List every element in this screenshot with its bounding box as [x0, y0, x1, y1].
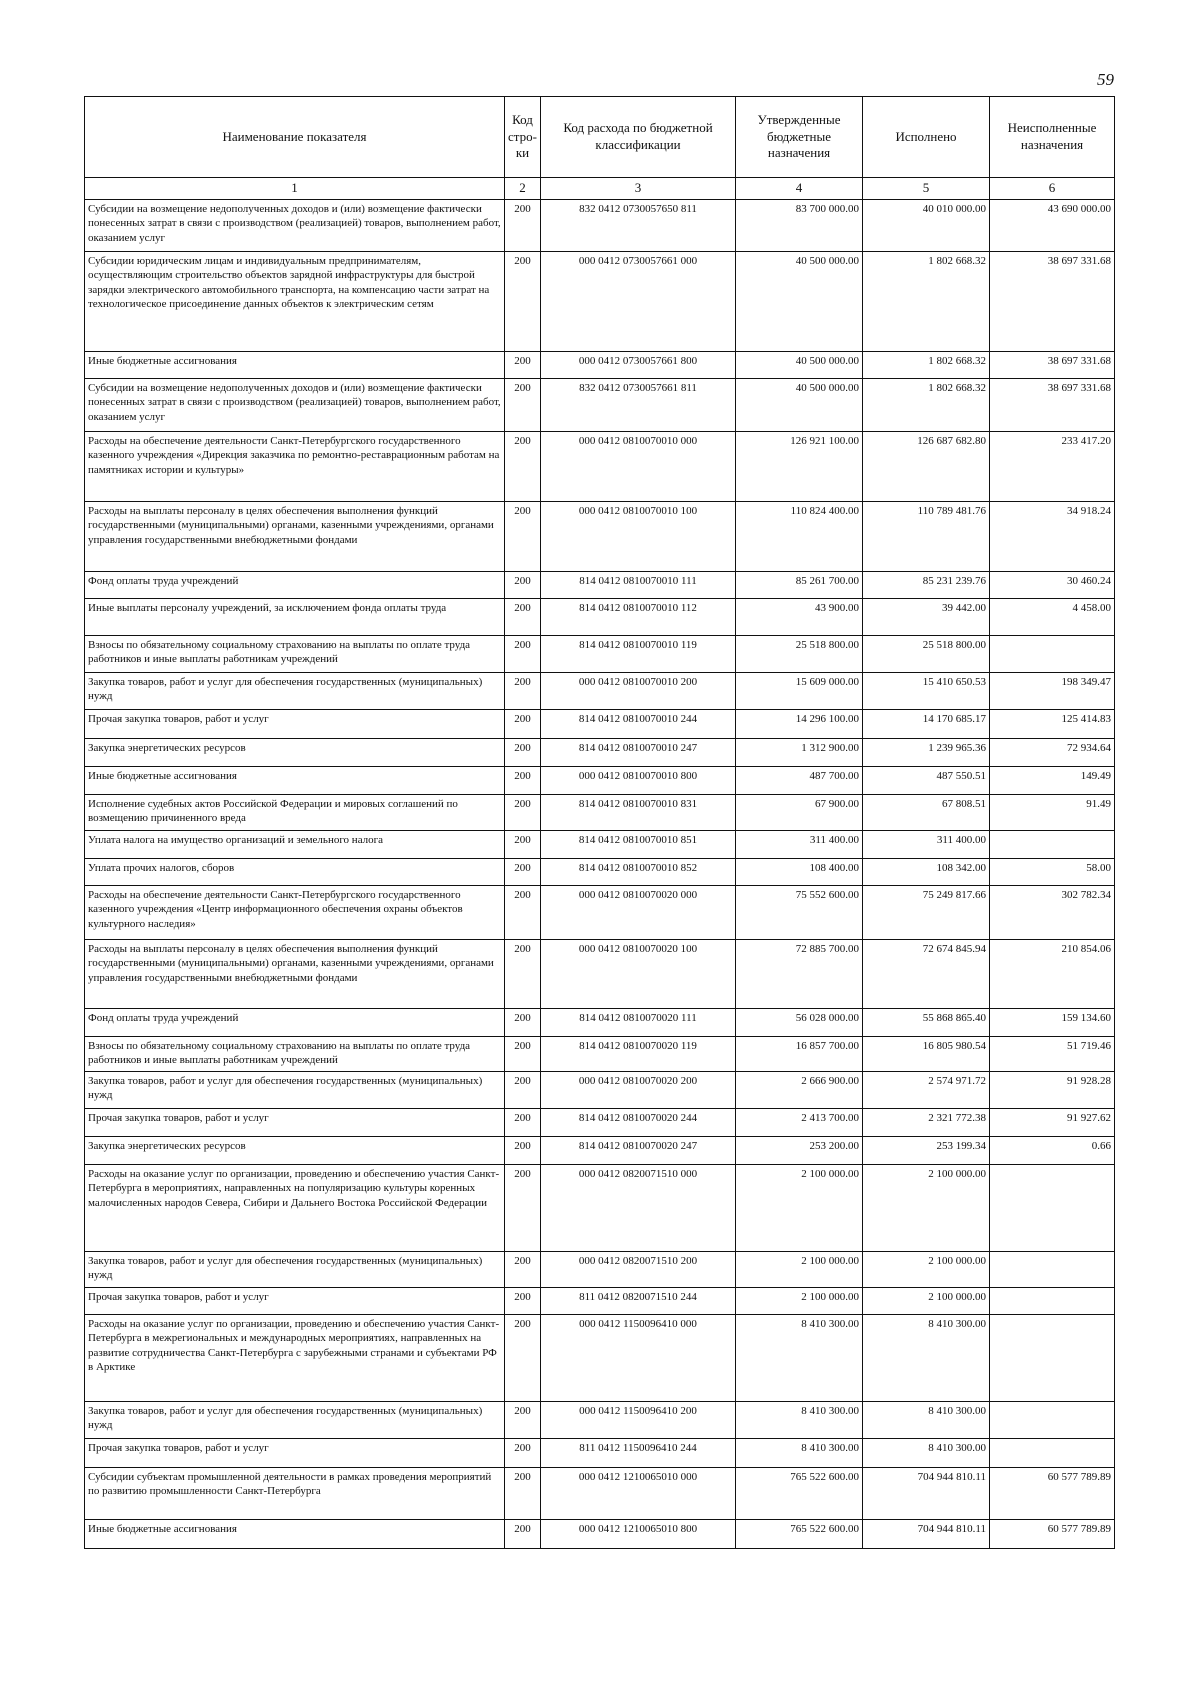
- budget-execution-table: [84, 96, 1115, 1549]
- header-classification-code: Код расхода по бюджетной классификации: [541, 97, 736, 178]
- row-executed-amount: 311 400.00: [863, 831, 990, 859]
- row-approved-amount: 2 666 900.00: [736, 1072, 863, 1109]
- row-indicator-name: Расходы на оказание услуг по организации, проведению и обеспечению участия Санкт-Петербурга в межрегиональных и международных мероприятиях, направленных на развитие сотрудничества Санкт-Петербурга с зарубежными странами и субъектами РФ в Арктике: [85, 1315, 505, 1402]
- row-unexecuted-amount: 233 417.20: [990, 432, 1115, 502]
- row-indicator-name: Взносы по обязательному социальному страхованию на выплаты по оплате труда работников и иные выплаты работникам учреждений: [85, 636, 505, 673]
- row-executed-amount: 75 249 817.66: [863, 886, 990, 940]
- row-classification-code: 000 0412 0730057661 800: [541, 352, 736, 379]
- row-executed-amount: 1 802 668.32: [863, 252, 990, 352]
- row-unexecuted-amount: [990, 1315, 1115, 1402]
- row-line-code: 200: [505, 1137, 541, 1165]
- row-classification-code: 814 0412 0810070010 112: [541, 599, 736, 636]
- row-approved-amount: 126 921 100.00: [736, 432, 863, 502]
- row-line-code: 200: [505, 200, 541, 252]
- row-executed-amount: 126 687 682.80: [863, 432, 990, 502]
- row-line-code: 200: [505, 1439, 541, 1468]
- row-line-code: 200: [505, 502, 541, 572]
- row-executed-amount: 1 802 668.32: [863, 379, 990, 432]
- table-row: [85, 795, 1115, 831]
- row-indicator-name: Иные бюджетные ассигнования: [85, 352, 505, 379]
- row-approved-amount: 25 518 800.00: [736, 636, 863, 673]
- table-row: [85, 352, 1115, 379]
- row-classification-code: 814 0412 0810070010 831: [541, 795, 736, 831]
- header-executed: Исполнено: [863, 97, 990, 178]
- row-unexecuted-amount: 0.66: [990, 1137, 1115, 1165]
- row-approved-amount: 8 410 300.00: [736, 1315, 863, 1402]
- row-approved-amount: 85 261 700.00: [736, 572, 863, 599]
- row-approved-amount: 15 609 000.00: [736, 673, 863, 710]
- table-row: [85, 859, 1115, 886]
- row-classification-code: 814 0412 0810070010 852: [541, 859, 736, 886]
- row-approved-amount: 40 500 000.00: [736, 252, 863, 352]
- row-indicator-name: Фонд оплаты труда учреждений: [85, 572, 505, 599]
- row-unexecuted-amount: 38 697 331.68: [990, 379, 1115, 432]
- table-row: [85, 886, 1115, 940]
- row-line-code: 200: [505, 1072, 541, 1109]
- row-unexecuted-amount: 72 934.64: [990, 739, 1115, 767]
- row-line-code: 200: [505, 739, 541, 767]
- row-unexecuted-amount: 34 918.24: [990, 502, 1115, 572]
- row-indicator-name: Взносы по обязательному социальному страхованию на выплаты по оплате труда работников и иные выплаты работникам учреждений: [85, 1037, 505, 1072]
- row-executed-amount: 253 199.34: [863, 1137, 990, 1165]
- header-unexecuted: Неисполненные назначения: [990, 97, 1115, 178]
- row-line-code: 200: [505, 940, 541, 1009]
- row-indicator-name: Субсидии субъектам промышленной деятельности в рамках проведения мероприятий по развитию промышленности Санкт-Петербурга: [85, 1468, 505, 1520]
- row-indicator-name: Уплата налога на имущество организаций и земельного налога: [85, 831, 505, 859]
- table-row: [85, 1439, 1115, 1468]
- row-line-code: 200: [505, 886, 541, 940]
- row-unexecuted-amount: 302 782.34: [990, 886, 1115, 940]
- table-row: [85, 940, 1115, 1009]
- row-line-code: 200: [505, 710, 541, 739]
- row-unexecuted-amount: [990, 1252, 1115, 1288]
- row-approved-amount: 14 296 100.00: [736, 710, 863, 739]
- row-unexecuted-amount: 198 349.47: [990, 673, 1115, 710]
- table-row: [85, 636, 1115, 673]
- row-unexecuted-amount: 210 854.06: [990, 940, 1115, 1009]
- row-indicator-name: Иные выплаты персоналу учреждений, за исключением фонда оплаты труда: [85, 599, 505, 636]
- row-indicator-name: Закупка товаров, работ и услуг для обеспечения государственных (муниципальных) нужд: [85, 1252, 505, 1288]
- row-indicator-name: Прочая закупка товаров, работ и услуг: [85, 1288, 505, 1315]
- row-classification-code: 814 0412 0810070020 247: [541, 1137, 736, 1165]
- row-indicator-name: Прочая закупка товаров, работ и услуг: [85, 1109, 505, 1137]
- table-row: [85, 379, 1115, 432]
- row-classification-code: 000 0412 0810070010 200: [541, 673, 736, 710]
- row-unexecuted-amount: [990, 636, 1115, 673]
- row-executed-amount: 8 410 300.00: [863, 1315, 990, 1402]
- row-approved-amount: 72 885 700.00: [736, 940, 863, 1009]
- row-line-code: 200: [505, 859, 541, 886]
- row-executed-amount: 487 550.51: [863, 767, 990, 795]
- row-classification-code: 000 0412 1150096410 000: [541, 1315, 736, 1402]
- table-row: [85, 1402, 1115, 1439]
- row-approved-amount: 16 857 700.00: [736, 1037, 863, 1072]
- row-classification-code: 000 0412 1150096410 200: [541, 1402, 736, 1439]
- row-line-code: 200: [505, 432, 541, 502]
- row-classification-code: 000 0412 0810070010 100: [541, 502, 736, 572]
- row-line-code: 200: [505, 1109, 541, 1137]
- row-classification-code: 814 0412 0810070010 247: [541, 739, 736, 767]
- row-line-code: 200: [505, 673, 541, 710]
- row-unexecuted-amount: 91 927.62: [990, 1109, 1115, 1137]
- row-classification-code: 832 0412 0730057661 811: [541, 379, 736, 432]
- row-line-code: 200: [505, 1288, 541, 1315]
- table-row: [85, 1288, 1115, 1315]
- table-row: [85, 502, 1115, 572]
- row-unexecuted-amount: 4 458.00: [990, 599, 1115, 636]
- row-executed-amount: 72 674 845.94: [863, 940, 990, 1009]
- row-indicator-name: Расходы на оказание услуг по организации, проведению и обеспечению участия Санкт-Петербурга в мероприятиях, направленных на популяризацию культуры коренных малочисленных народов Севера, Сибири и Дальнего Востока Российской Федерации: [85, 1165, 505, 1252]
- row-executed-amount: 25 518 800.00: [863, 636, 990, 673]
- row-approved-amount: 2 100 000.00: [736, 1165, 863, 1252]
- row-approved-amount: 2 100 000.00: [736, 1252, 863, 1288]
- table-row: [85, 572, 1115, 599]
- row-approved-amount: 40 500 000.00: [736, 379, 863, 432]
- page-number: 59: [1097, 70, 1114, 89]
- row-indicator-name: Субсидии на возмещение недополученных доходов и (или) возмещение фактически понесенных затрат в связи с производством (реализацией) товаров, выполнением работ, оказанием услуг: [85, 200, 505, 252]
- row-classification-code: 000 0412 0810070010 800: [541, 767, 736, 795]
- table-row: [85, 831, 1115, 859]
- row-line-code: 200: [505, 831, 541, 859]
- row-unexecuted-amount: 43 690 000.00: [990, 200, 1115, 252]
- row-unexecuted-amount: 38 697 331.68: [990, 352, 1115, 379]
- table-row: [85, 1315, 1115, 1402]
- table-row: [85, 1037, 1115, 1072]
- row-executed-amount: 2 100 000.00: [863, 1252, 990, 1288]
- header-row-code: Код стро-ки: [505, 97, 541, 178]
- row-line-code: 200: [505, 1009, 541, 1037]
- row-approved-amount: 2 100 000.00: [736, 1288, 863, 1315]
- row-indicator-name: Иные бюджетные ассигнования: [85, 767, 505, 795]
- table-row: [85, 767, 1115, 795]
- row-classification-code: 814 0412 0810070020 111: [541, 1009, 736, 1037]
- row-executed-amount: 15 410 650.53: [863, 673, 990, 710]
- row-indicator-name: Закупка энергетических ресурсов: [85, 1137, 505, 1165]
- row-indicator-name: Иные бюджетные ассигнования: [85, 1520, 505, 1549]
- row-approved-amount: 487 700.00: [736, 767, 863, 795]
- row-unexecuted-amount: 38 697 331.68: [990, 252, 1115, 352]
- row-executed-amount: 2 574 971.72: [863, 1072, 990, 1109]
- row-line-code: 200: [505, 1520, 541, 1549]
- row-indicator-name: Расходы на обеспечение деятельности Санкт-Петербургского государственного казенного учреждения «Центр информационного обеспечения охраны объектов культурного наследия»: [85, 886, 505, 940]
- row-indicator-name: Исполнение судебных актов Российской Федерации и мировых соглашений по возмещению причиненного вреда: [85, 795, 505, 831]
- row-executed-amount: 14 170 685.17: [863, 710, 990, 739]
- row-classification-code: 000 0412 0820071510 000: [541, 1165, 736, 1252]
- row-executed-amount: 2 100 000.00: [863, 1288, 990, 1315]
- row-classification-code: 000 0412 0820071510 200: [541, 1252, 736, 1288]
- column-number: 1: [85, 178, 505, 200]
- row-executed-amount: 110 789 481.76: [863, 502, 990, 572]
- row-classification-code: 814 0412 0810070010 119: [541, 636, 736, 673]
- row-indicator-name: Субсидии на возмещение недополученных доходов и (или) возмещение фактически понесенных затрат в связи с производством (реализацией) товаров, выполнением работ, оказанием услуг: [85, 379, 505, 432]
- table-row: [85, 1137, 1115, 1165]
- row-line-code: 200: [505, 1252, 541, 1288]
- row-indicator-name: Закупка товаров, работ и услуг для обеспечения государственных (муниципальных) нужд: [85, 673, 505, 710]
- row-executed-amount: 2 100 000.00: [863, 1165, 990, 1252]
- row-unexecuted-amount: 159 134.60: [990, 1009, 1115, 1037]
- column-number: 2: [505, 178, 541, 200]
- row-approved-amount: 108 400.00: [736, 859, 863, 886]
- column-number: 3: [541, 178, 736, 200]
- table-row: [85, 673, 1115, 710]
- table-row: [85, 599, 1115, 636]
- row-classification-code: 000 0412 0730057661 000: [541, 252, 736, 352]
- row-approved-amount: 1 312 900.00: [736, 739, 863, 767]
- row-classification-code: 814 0412 0810070020 119: [541, 1037, 736, 1072]
- table-row: [85, 1252, 1115, 1288]
- row-unexecuted-amount: 58.00: [990, 859, 1115, 886]
- row-line-code: 200: [505, 379, 541, 432]
- row-approved-amount: 43 900.00: [736, 599, 863, 636]
- row-classification-code: 000 0412 1210065010 000: [541, 1468, 736, 1520]
- row-line-code: 200: [505, 795, 541, 831]
- row-unexecuted-amount: 51 719.46: [990, 1037, 1115, 1072]
- row-approved-amount: 2 413 700.00: [736, 1109, 863, 1137]
- row-executed-amount: 2 321 772.38: [863, 1109, 990, 1137]
- row-executed-amount: 704 944 810.11: [863, 1520, 990, 1549]
- row-approved-amount: 83 700 000.00: [736, 200, 863, 252]
- row-unexecuted-amount: 125 414.83: [990, 710, 1115, 739]
- row-unexecuted-amount: 30 460.24: [990, 572, 1115, 599]
- table-row: [85, 1009, 1115, 1037]
- row-indicator-name: Фонд оплаты труда учреждений: [85, 1009, 505, 1037]
- table-row: [85, 1468, 1115, 1520]
- row-classification-code: 000 0412 0810070020 200: [541, 1072, 736, 1109]
- row-indicator-name: Расходы на выплаты персоналу в целях обеспечения выполнения функций государственными (муниципальными) органами, казенными учреждениями, органами управления государственными внебюджетными фондами: [85, 940, 505, 1009]
- row-classification-code: 000 0412 0810070020 100: [541, 940, 736, 1009]
- row-executed-amount: 1 802 668.32: [863, 352, 990, 379]
- row-classification-code: 814 0412 0810070010 111: [541, 572, 736, 599]
- row-indicator-name: Субсидии юридическим лицам и индивидуальным предпринимателям, осуществляющим строительство объектов зарядной инфраструктуры для быстрой зарядки электрического автомобильного транспорта, на компенсацию части затрат на технологическое присоединение данных объектов к электрическим сетям: [85, 252, 505, 352]
- row-line-code: 200: [505, 252, 541, 352]
- table-row: [85, 1109, 1115, 1137]
- row-executed-amount: 704 944 810.11: [863, 1468, 990, 1520]
- table-row: [85, 252, 1115, 352]
- row-classification-code: 000 0412 1210065010 800: [541, 1520, 736, 1549]
- row-indicator-name: Закупка энергетических ресурсов: [85, 739, 505, 767]
- row-approved-amount: 40 500 000.00: [736, 352, 863, 379]
- row-executed-amount: 85 231 239.76: [863, 572, 990, 599]
- table-body: [85, 200, 1115, 1549]
- table-row: [85, 200, 1115, 252]
- row-indicator-name: Прочая закупка товаров, работ и услуг: [85, 1439, 505, 1468]
- row-indicator-name: Закупка товаров, работ и услуг для обеспечения государственных (муниципальных) нужд: [85, 1402, 505, 1439]
- row-classification-code: 814 0412 0810070010 851: [541, 831, 736, 859]
- row-classification-code: 000 0412 0810070020 000: [541, 886, 736, 940]
- row-line-code: 200: [505, 1315, 541, 1402]
- row-executed-amount: 16 805 980.54: [863, 1037, 990, 1072]
- row-approved-amount: 75 552 600.00: [736, 886, 863, 940]
- row-line-code: 200: [505, 599, 541, 636]
- row-approved-amount: 311 400.00: [736, 831, 863, 859]
- row-unexecuted-amount: [990, 1288, 1115, 1315]
- row-executed-amount: 40 010 000.00: [863, 200, 990, 252]
- header-approved: Утвержденные бюджетные назначения: [736, 97, 863, 178]
- row-unexecuted-amount: [990, 1165, 1115, 1252]
- row-classification-code: 811 0412 1150096410 244: [541, 1439, 736, 1468]
- table-row: [85, 1165, 1115, 1252]
- row-classification-code: 814 0412 0810070010 244: [541, 710, 736, 739]
- row-line-code: 200: [505, 1037, 541, 1072]
- row-approved-amount: 8 410 300.00: [736, 1402, 863, 1439]
- row-approved-amount: 8 410 300.00: [736, 1439, 863, 1468]
- column-number: 5: [863, 178, 990, 200]
- row-line-code: 200: [505, 767, 541, 795]
- row-unexecuted-amount: 60 577 789.89: [990, 1520, 1115, 1549]
- row-approved-amount: 110 824 400.00: [736, 502, 863, 572]
- row-line-code: 200: [505, 1165, 541, 1252]
- row-executed-amount: 8 410 300.00: [863, 1439, 990, 1468]
- column-number-row: [85, 178, 1115, 200]
- row-indicator-name: Расходы на обеспечение деятельности Санкт-Петербургского государственного казенного учреждения «Дирекция заказчика по ремонтно-реставрационным работам на памятниках истории и культуры»: [85, 432, 505, 502]
- row-line-code: 200: [505, 636, 541, 673]
- row-indicator-name: Расходы на выплаты персоналу в целях обеспечения выполнения функций государственными (муниципальными) органами, казенными учреждениями, органами управления государственными внебюджетными фондами: [85, 502, 505, 572]
- row-unexecuted-amount: [990, 831, 1115, 859]
- row-approved-amount: 765 522 600.00: [736, 1468, 863, 1520]
- table-row: [85, 710, 1115, 739]
- row-classification-code: 811 0412 0820071510 244: [541, 1288, 736, 1315]
- row-executed-amount: 108 342.00: [863, 859, 990, 886]
- row-approved-amount: 56 028 000.00: [736, 1009, 863, 1037]
- row-executed-amount: 8 410 300.00: [863, 1402, 990, 1439]
- row-approved-amount: 67 900.00: [736, 795, 863, 831]
- row-executed-amount: 67 808.51: [863, 795, 990, 831]
- row-unexecuted-amount: [990, 1402, 1115, 1439]
- column-number: 6: [990, 178, 1115, 200]
- table-row: [85, 1520, 1115, 1549]
- header-row: [85, 97, 1115, 178]
- row-line-code: 200: [505, 1402, 541, 1439]
- header-indicator-name: Наименование показателя: [85, 97, 505, 178]
- row-executed-amount: 39 442.00: [863, 599, 990, 636]
- row-approved-amount: 253 200.00: [736, 1137, 863, 1165]
- row-indicator-name: Прочая закупка товаров, работ и услуг: [85, 710, 505, 739]
- row-unexecuted-amount: 60 577 789.89: [990, 1468, 1115, 1520]
- row-indicator-name: Закупка товаров, работ и услуг для обеспечения государственных (муниципальных) нужд: [85, 1072, 505, 1109]
- table-row: [85, 1072, 1115, 1109]
- row-line-code: 200: [505, 1468, 541, 1520]
- row-unexecuted-amount: 91 928.28: [990, 1072, 1115, 1109]
- row-classification-code: 000 0412 0810070010 000: [541, 432, 736, 502]
- row-classification-code: 814 0412 0810070020 244: [541, 1109, 736, 1137]
- row-line-code: 200: [505, 352, 541, 379]
- row-line-code: 200: [505, 572, 541, 599]
- table-row: [85, 739, 1115, 767]
- row-unexecuted-amount: [990, 1439, 1115, 1468]
- row-classification-code: 832 0412 0730057650 811: [541, 200, 736, 252]
- row-indicator-name: Уплата прочих налогов, сборов: [85, 859, 505, 886]
- row-unexecuted-amount: 149.49: [990, 767, 1115, 795]
- row-executed-amount: 1 239 965.36: [863, 739, 990, 767]
- row-approved-amount: 765 522 600.00: [736, 1520, 863, 1549]
- table-row: [85, 432, 1115, 502]
- column-number: 4: [736, 178, 863, 200]
- row-executed-amount: 55 868 865.40: [863, 1009, 990, 1037]
- row-unexecuted-amount: 91.49: [990, 795, 1115, 831]
